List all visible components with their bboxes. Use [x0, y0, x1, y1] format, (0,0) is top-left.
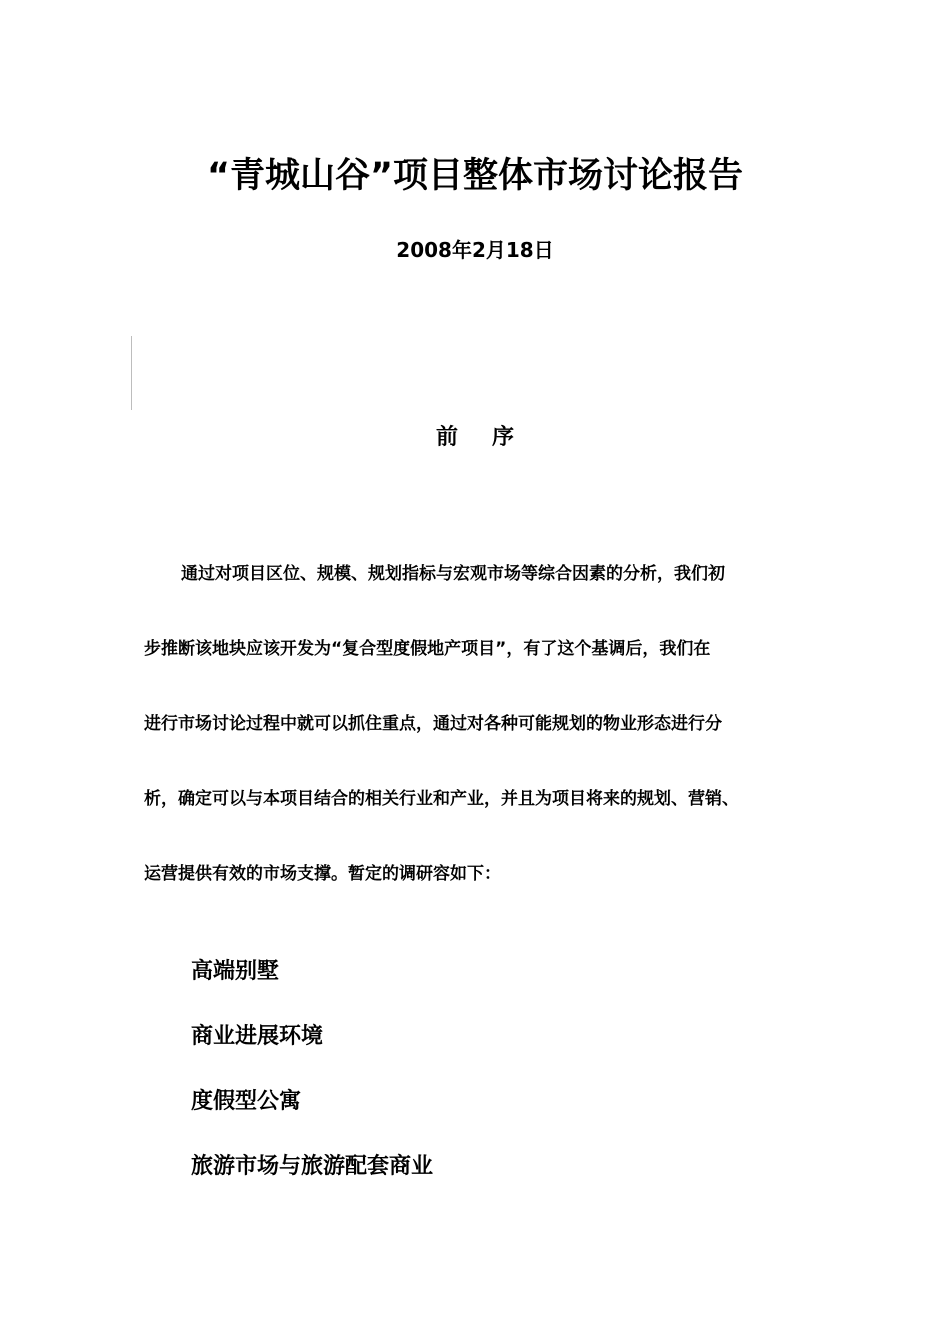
research-topic-item: 旅游市场与旅游配套商业 — [191, 1154, 434, 1179]
research-topic-list — [191, 950, 433, 1210]
preface-heading: 前序 — [435, 425, 548, 450]
document-title: “青城山谷”项目整体市场讨论报告 — [206, 156, 743, 196]
research-topic-item: 高端别墅 — [191, 959, 280, 984]
paragraph-line: 通过对项目区位、规模、规划指标与宏观市场等综合因素的分析，我们初 — [181, 564, 725, 584]
research-topic-item: 度假型公寓 — [191, 1089, 302, 1114]
margin-divider-line — [131, 336, 132, 410]
preface-paragraph — [144, 555, 834, 930]
document-date: 2008年2月18日 — [396, 238, 554, 262]
research-topic-item: 商业进展环境 — [191, 1024, 324, 1049]
paragraph-line: 进行市场讨论过程中就可以抓住重点，通过对各种可能规划的物业形态进行分 — [144, 714, 722, 734]
paragraph-line: 运营提供有效的市场支撑。暂定的调研容如下： — [144, 864, 501, 884]
paragraph-line: 步推断该地块应该开发为“复合型度假地产项目”，有了这个基调后，我们在 — [144, 639, 711, 659]
paragraph-line: 析，确定可以与本项目结合的相关行业和产业，并且为项目将来的规划、营销、 — [144, 789, 739, 809]
